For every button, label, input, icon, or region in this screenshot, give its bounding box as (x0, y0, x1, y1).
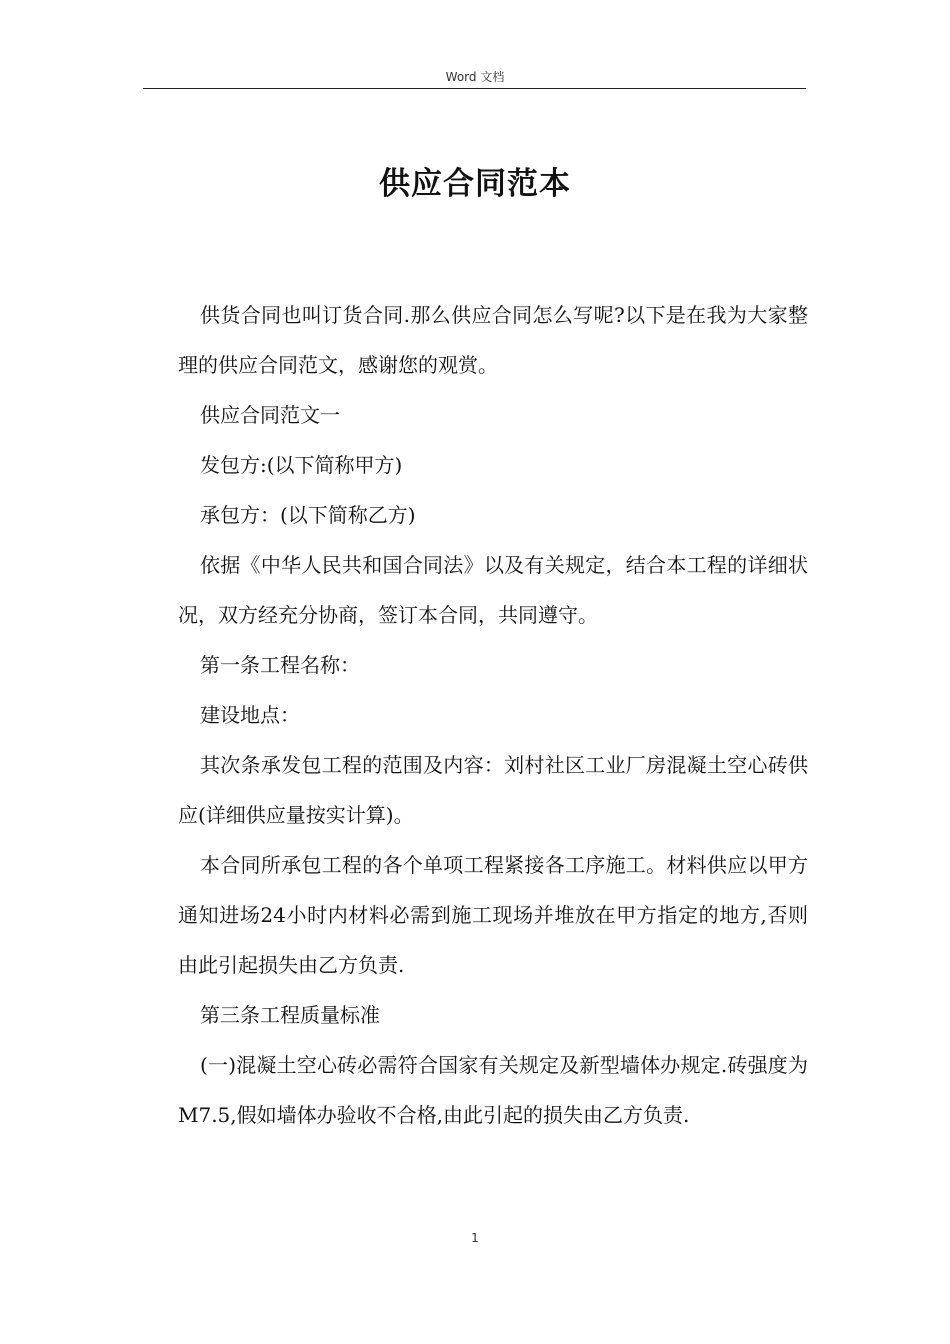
paragraph-article-1: 第一条工程名称： (200, 653, 360, 677)
paragraph-party-a: 发包方:(以下简称甲方) (200, 453, 403, 477)
paragraph-legal-basis: 依据《中华人民共和国合同法》以及有关规定，结合本工程的详细状况，双方经充分协商，签订本合同，共同遵守。 (178, 553, 808, 627)
header-divider (143, 88, 806, 89)
document-title: 供应合同范本 (379, 166, 571, 202)
page-header: Word 文档 (445, 70, 505, 84)
paragraph-article-2: 其次条承发包工程的范围及内容：刘村社区工业厂房混凝土空心砖供应(详细供应量按实计算)。 (178, 753, 808, 827)
paragraph-intro: 供货合同也叫订货合同.那么供应合同怎么写呢?以下是在我为大家整理的供应合同范文，感谢您的观赏。 (178, 303, 808, 377)
paragraph-quality-standard: (一)混凝土空心砖必需符合国家有关规定及新型墙体办规定.砖强度为M7.5,假如墙体办验收不合格,由此引起的损失由乙方负责. (178, 1053, 808, 1127)
paragraph-party-b: 承包方：(以下简称乙方) (200, 503, 416, 527)
paragraph-supply-terms: 本合同所承包工程的各个单项工程紧接各工序施工。材料供应以甲方通知进场24小时内材料必需到施工现场并堆放在甲方指定的地方,否则由此引起损失由乙方负责. (178, 853, 808, 977)
document-body (178, 290, 808, 1140)
paragraph-article-3: 第三条工程质量标准 (200, 1003, 380, 1027)
paragraph-section-heading: 供应合同范文一 (200, 403, 340, 427)
page-number: 1 (471, 1231, 479, 1245)
paragraph-location: 建设地点： (200, 703, 300, 727)
